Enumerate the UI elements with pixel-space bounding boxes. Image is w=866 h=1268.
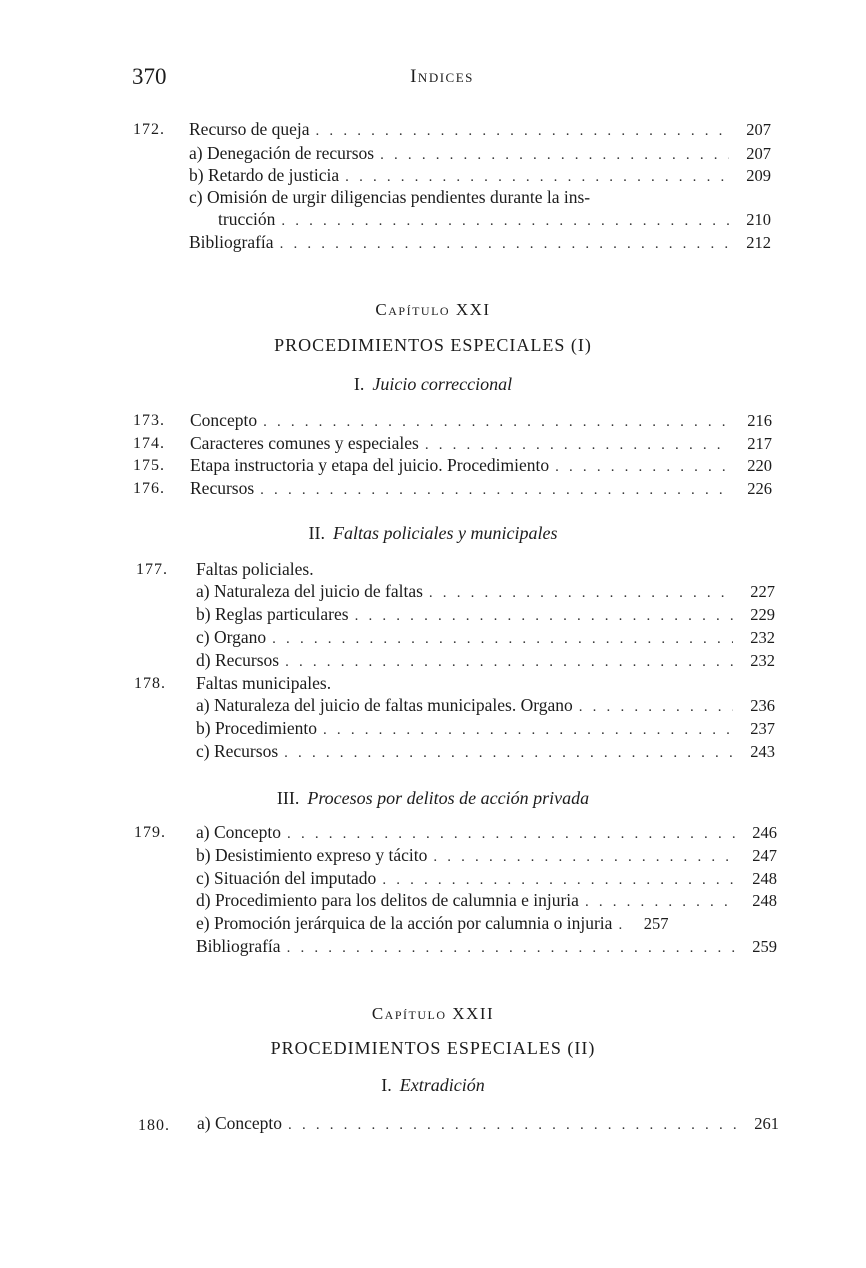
entry-page: 207 xyxy=(746,120,771,139)
toc-entry[interactable] xyxy=(196,716,775,740)
section-name: Juicio correccional xyxy=(372,374,513,394)
entry-label: d) Procedimiento para los delitos de calumnia e injuria xyxy=(196,890,579,910)
entry-label: Recurso de queja xyxy=(189,119,310,139)
running-head xyxy=(132,64,752,92)
entry-label: c) Recursos xyxy=(196,741,279,761)
entry-label: a) Concepto xyxy=(197,1113,283,1133)
entry-label: b) Reglas particulares xyxy=(196,604,349,624)
toc-entry[interactable] xyxy=(196,579,775,603)
entry-page: 236 xyxy=(750,696,775,715)
entry-number: 173. xyxy=(133,412,165,429)
leader-dots xyxy=(287,936,735,960)
toc-entry[interactable] xyxy=(189,163,771,187)
entry-number: 172. xyxy=(133,121,165,138)
entry-page: 259 xyxy=(752,937,777,956)
toc-entry[interactable] xyxy=(196,602,775,626)
entry-label: Etapa instructoria y etapa del juicio. Procedimiento xyxy=(190,455,550,475)
toc-entry[interactable] xyxy=(196,739,775,763)
section-number: II. xyxy=(308,523,326,543)
entry-label: trucción xyxy=(218,209,276,229)
entry-page: 207 xyxy=(746,144,771,163)
section-heading xyxy=(0,1075,866,1096)
toc-entry[interactable] xyxy=(197,1111,779,1135)
entry-label: Bibliografía xyxy=(189,232,274,252)
section-name: Procesos por delitos de acción privada xyxy=(307,788,590,808)
section-heading xyxy=(0,523,866,544)
section-name: Faltas policiales y municipales xyxy=(333,523,558,543)
entry-label: d) Recursos xyxy=(196,650,280,670)
entry-page: 227 xyxy=(750,582,775,601)
section-heading xyxy=(0,788,866,809)
toc-entry[interactable] xyxy=(189,141,771,165)
entry-page: 226 xyxy=(747,479,772,498)
chapter-heading: Capítulo XXI xyxy=(375,300,491,319)
chapter-heading: Capítulo XXII xyxy=(371,1004,495,1023)
entry-label-continued: c) Omisión de urgir diligencias pendientes durante la ins- xyxy=(189,187,591,207)
entry-page: 248 xyxy=(752,891,777,910)
leader-dots xyxy=(280,232,729,256)
chapter-title: PROCEDIMIENTOS ESPECIALES (I) xyxy=(274,335,592,355)
entry-page: 220 xyxy=(747,456,772,475)
entry-page: 243 xyxy=(750,742,775,761)
entry-number: 174. xyxy=(133,435,165,452)
toc-entry[interactable] xyxy=(196,934,777,958)
toc-entry[interactable] xyxy=(189,117,771,141)
section-number: I. xyxy=(353,374,365,394)
entry-number: 176. xyxy=(133,480,165,497)
entry-page: 217 xyxy=(747,434,772,453)
toc-entry[interactable] xyxy=(196,866,777,890)
entry-label: c) Organo xyxy=(196,627,267,647)
entry-page: 248 xyxy=(752,869,777,888)
entry-label: a) Concepto xyxy=(196,822,282,842)
toc-entry[interactable] xyxy=(196,888,777,912)
page-number: 370 xyxy=(132,64,167,89)
entry-number: 178. xyxy=(134,675,166,692)
entry-page: 247 xyxy=(752,846,777,865)
entry-label: Faltas policiales. xyxy=(196,559,314,579)
entry-page: 216 xyxy=(747,411,772,430)
entry-label: b) Procedimiento xyxy=(196,718,318,738)
toc-entry[interactable] xyxy=(189,230,771,254)
entry-label: c) Situación del imputado xyxy=(196,868,377,888)
leader-dots xyxy=(285,650,733,674)
leader-dots xyxy=(288,1113,737,1137)
entry-page: 209 xyxy=(746,166,771,185)
leader-dots xyxy=(316,119,729,143)
entry-page: 237 xyxy=(750,719,775,738)
toc-entry[interactable] xyxy=(190,431,772,455)
toc-entry[interactable] xyxy=(190,453,772,477)
entry-number: 180. xyxy=(138,1117,170,1134)
toc-entry[interactable] xyxy=(196,843,777,867)
entry-page: 261 xyxy=(754,1114,779,1133)
leader-dots xyxy=(260,478,730,502)
entry-number: 179. xyxy=(134,824,166,841)
entry-page: 229 xyxy=(750,605,775,624)
section-heading xyxy=(0,374,866,395)
entry-label: a) Denegación de recursos xyxy=(189,143,375,163)
entry-number: 175. xyxy=(133,457,165,474)
entry-number: 177. xyxy=(136,561,168,578)
entry-label: b) Desistimiento expreso y tácito xyxy=(196,845,428,865)
toc-entry[interactable] xyxy=(196,820,777,844)
entry-label: a) Naturaleza del juicio de faltas municipales. Organo xyxy=(196,695,573,715)
toc-entry[interactable] xyxy=(190,408,772,432)
entry-label: b) Retardo de justicia xyxy=(189,165,340,185)
leader-dots xyxy=(284,741,733,765)
entry-page: 212 xyxy=(746,233,771,252)
toc-entry[interactable] xyxy=(196,648,775,672)
entry-label: Faltas municipales. xyxy=(196,673,332,693)
chapter-title: PROCEDIMIENTOS ESPECIALES (II) xyxy=(270,1038,596,1058)
entry-page: 232 xyxy=(750,651,775,670)
entry-label: Caracteres comunes y especiales xyxy=(190,433,419,453)
toc-entry[interactable] xyxy=(196,911,777,935)
entry-page: 210 xyxy=(746,210,771,229)
entry-label: Concepto xyxy=(190,410,258,430)
entry-label: a) Naturaleza del juicio de faltas xyxy=(196,581,423,601)
toc-entry[interactable] xyxy=(218,207,771,231)
entry-label: Recursos xyxy=(190,478,255,498)
entry-page: 257 xyxy=(643,914,669,933)
section-name: Extradición xyxy=(399,1075,485,1095)
toc-entry[interactable] xyxy=(196,625,775,649)
section-number: III. xyxy=(276,788,300,808)
toc-entry[interactable] xyxy=(190,476,772,500)
toc-entry[interactable] xyxy=(196,693,775,717)
running-title: Indices xyxy=(410,66,474,87)
entry-page: 232 xyxy=(750,628,775,647)
entry-label: e) Promoción jerárquica de la acción por calumnia o injuria xyxy=(196,913,613,933)
entry-label: Bibliografía xyxy=(196,936,281,956)
section-number: I. xyxy=(381,1075,392,1095)
entry-page: 246 xyxy=(752,823,777,842)
